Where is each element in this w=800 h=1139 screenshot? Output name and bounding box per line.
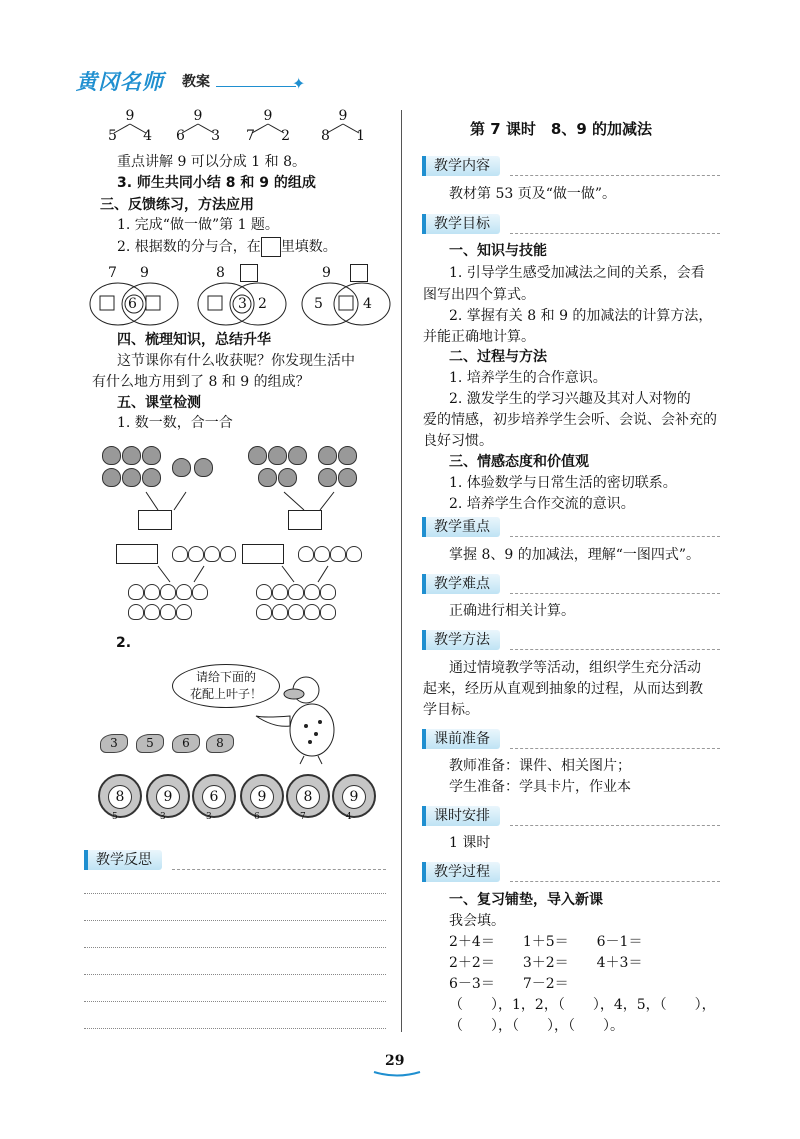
text-part: 里填数。 [280,239,337,255]
text-line: 学目标。 [423,702,479,718]
peach-icon [160,584,176,600]
tag-rule [172,869,386,870]
section-heading: 四、梳理知识，总结升华 [117,332,271,348]
text-line: 1. 数一数，合一合 [117,415,233,431]
tree-top: 9 [338,108,348,124]
venn-right: 4 [363,296,372,312]
tree-left: 6 [176,128,185,144]
column-divider [401,110,402,1032]
apple-icon [318,446,337,465]
writing-line [84,1001,386,1002]
peach-icon [330,546,346,562]
section-heading: 一、复习铺垫，导入新课 [449,892,603,908]
section-heading: 一、知识与技能 [449,243,547,259]
apple-icon [288,446,307,465]
venn-group [88,262,388,332]
section-tag: 教学反思 [84,850,162,870]
sequence-line: （ ），1，2，（ ），4，5，（ ）， [449,997,716,1013]
flower-icon [332,774,376,818]
text-line: 教材第 53 页及“做一做”。 [449,186,617,202]
section-tag: 课时安排 [422,806,500,826]
text-line: 我会填。 [449,913,505,929]
tree-right: 4 [143,128,152,144]
text-line: 1. 引导学生感受加减法之间的关系，会看 [449,265,705,281]
section-tag: 教学难点 [422,574,500,594]
page-number: 29 [385,1053,405,1069]
leaf-icon: 6 [172,734,200,753]
flower-icon [98,774,142,818]
flower-icon [240,774,284,818]
peach-icon [304,584,320,600]
math-line: 2＋2＝ 3＋2＝ 4＋3＝ [449,955,643,971]
apple-icon [338,446,357,465]
flower-number: 8 [296,785,320,809]
text-line: 学生准备：学具卡片，作业本 [449,779,631,795]
text-line: 起来，经历从直观到抽象的过程，从而达到教 [423,681,703,697]
text-line: 这节课你有什么收获呢？你发现生活中 [117,353,355,369]
peach-icon [128,604,144,620]
answer-box [288,510,322,530]
writing-line [84,893,386,894]
flower-number: 8 [108,785,132,809]
text-line: 2. 激发学生的学习兴趣及其对人对物的 [449,391,691,407]
tree-top: 9 [125,108,135,124]
tag-rule [510,593,720,594]
apple-icon [338,468,357,487]
apple-icon [278,468,297,487]
apple-icon [194,458,213,477]
page-title: 第 7 课时 8、9 的加减法 [470,120,652,138]
section-tag: 教学方法 [422,630,500,650]
leaf-icon: 8 [206,734,234,753]
peach-icon [314,546,330,562]
duck-icon [254,668,354,768]
tree-left: 7 [246,128,255,144]
section-heading: 三、反馈练习，方法应用 [100,197,254,213]
answer-box [242,544,284,564]
answer-box [116,544,158,564]
tree-left: 5 [108,128,117,144]
peach-icon [128,584,144,600]
math-line: 6－3＝ 7－2＝ [449,976,569,992]
header-subtitle: 教案 [182,74,210,90]
leaf-icon: 5 [136,734,164,753]
tag-rule [510,536,720,537]
tag-rule [510,881,720,882]
peach-icon [144,584,160,600]
section-tag: 教学目标 [422,214,500,234]
petal-number: 4 [346,812,352,822]
sequence-line: （ ），（ ），（ ）。 [449,1018,624,1034]
apple-icon [102,468,121,487]
text-line: 正确进行相关计算。 [449,603,575,619]
peach-icon [176,604,192,620]
apple-icon [268,446,287,465]
text-line: 重点讲解 9 可以分成 1 和 8。 [117,154,306,170]
apple-icon [102,446,121,465]
tree-left: 8 [321,128,330,144]
page-number-underline [372,1070,422,1078]
number-tree [240,108,296,148]
section-heading: 三、情感态度和价值观 [449,454,589,470]
peach-icon [346,546,362,562]
venn-right: 2 [258,296,267,312]
flower-number: 9 [250,785,274,809]
section-heading: 二、过程与方法 [449,349,547,365]
number-tree [315,108,371,148]
peach-icon [176,584,192,600]
answer-box [138,510,172,530]
text-line: 通过情境教学等活动，组织学生充分活动 [449,660,701,676]
tag-rule [510,825,720,826]
peach-icon [192,584,208,600]
text-line: 3. 师生共同小结 8 和 9 的组成 [117,175,316,191]
peach-icon [320,584,336,600]
tree-right: 2 [281,128,290,144]
text-part: 2. 根据数的分与合，在 [117,239,261,255]
petal-number: 7 [300,812,306,822]
apple-icon [142,446,161,465]
apple-icon [258,468,277,487]
writing-line [84,920,386,921]
venn-center: 6 [128,296,137,312]
petal-number: 6 [254,812,260,822]
flower-icon [192,774,236,818]
brand-logo: 黄冈名师 [76,70,164,94]
text-line: 良好习惯。 [423,433,493,449]
peach-icon [288,604,304,620]
peach-icon [272,604,288,620]
writing-line [84,947,386,948]
text-line: 2. 培养学生合作交流的意识。 [449,496,635,512]
flower-icon [286,774,330,818]
peach-icon [304,604,320,620]
apple-icon [122,446,141,465]
writing-line [84,1028,386,1029]
text-line: 有什么地方用到了 8 和 9 的组成？ [92,374,310,390]
venn-label: 9 [322,265,331,281]
leaf-icon: 3 [100,734,128,753]
peach-icon [272,584,288,600]
writing-line [84,974,386,975]
section-tag: 教学内容 [422,156,500,176]
flower-number: 9 [342,785,366,809]
number-tree [102,108,158,148]
header-rule [216,86,296,87]
petal-number: 3 [206,812,212,822]
text-line: 掌握 8、9 的加减法，理解“一图四式”。 [449,547,701,563]
text-line: 教师准备：课件、相关图片； [449,758,631,774]
bubble-line: 花配上叶子！ [189,687,262,701]
peach-icon [320,604,336,620]
tree-right: 3 [211,128,220,144]
exercise-number: 2. [116,635,132,651]
number-tree [170,108,226,148]
apple-icon [318,468,337,487]
peach-icon [204,546,220,562]
peach-icon [256,604,272,620]
venn-label: 8 [216,265,225,281]
peach-icon [298,546,314,562]
tree-top: 9 [263,108,273,124]
flower-number: 9 [156,785,180,809]
venn-center: 3 [238,296,247,312]
bubble-line: 请给下面的 [195,670,256,684]
text-line: 并能正确地计算。 [423,329,535,345]
section-tag: 课前准备 [422,729,500,749]
apple-icon [172,458,191,477]
tag-rule [510,748,720,749]
text-line: 1. 体验数学与日常生活的密切联系。 [449,475,677,491]
tag-rule [510,233,720,234]
tag-rule [510,649,720,650]
peach-icon [172,546,188,562]
star-icon: ✦ [292,74,306,93]
section-tag: 教学过程 [422,862,500,882]
peach-icon [188,546,204,562]
text-line: 1 课时 [449,835,491,851]
tag-rule [510,175,720,176]
peach-icon [160,604,176,620]
tree-right: 1 [356,128,365,144]
petal-number: 3 [160,812,166,822]
section-heading: 五、课堂检测 [117,395,201,411]
tree-top: 9 [193,108,203,124]
venn-label: 9 [140,265,149,281]
text-line [117,236,337,258]
petal-number: 5 [112,812,118,822]
text-line: 爱的情感，初步培养学生会听、会说、会补充的 [423,412,717,428]
apple-icon [142,468,161,487]
blank-box [261,237,281,257]
venn-label: 7 [108,265,117,281]
peach-icon [256,584,272,600]
peach-icon [220,546,236,562]
text-line: 1. 培养学生的合作意识。 [449,370,607,386]
math-line: 2＋4＝ 1＋5＝ 6－1＝ [449,934,643,950]
text-line: 2. 掌握有关 8 和 9 的加减法的计算方法， [449,308,713,324]
apple-icon [248,446,267,465]
flower-icon [146,774,190,818]
flower-number: 6 [202,785,226,809]
count-exercise [96,440,396,630]
peach-icon [144,604,160,620]
apple-icon [122,468,141,487]
text-line: 图写出四个算式。 [423,287,535,303]
text-line: 1. 完成“做一做”第 1 题。 [117,217,279,233]
peach-icon [288,584,304,600]
venn-left: 5 [314,296,323,312]
section-tag: 教学重点 [422,517,500,537]
